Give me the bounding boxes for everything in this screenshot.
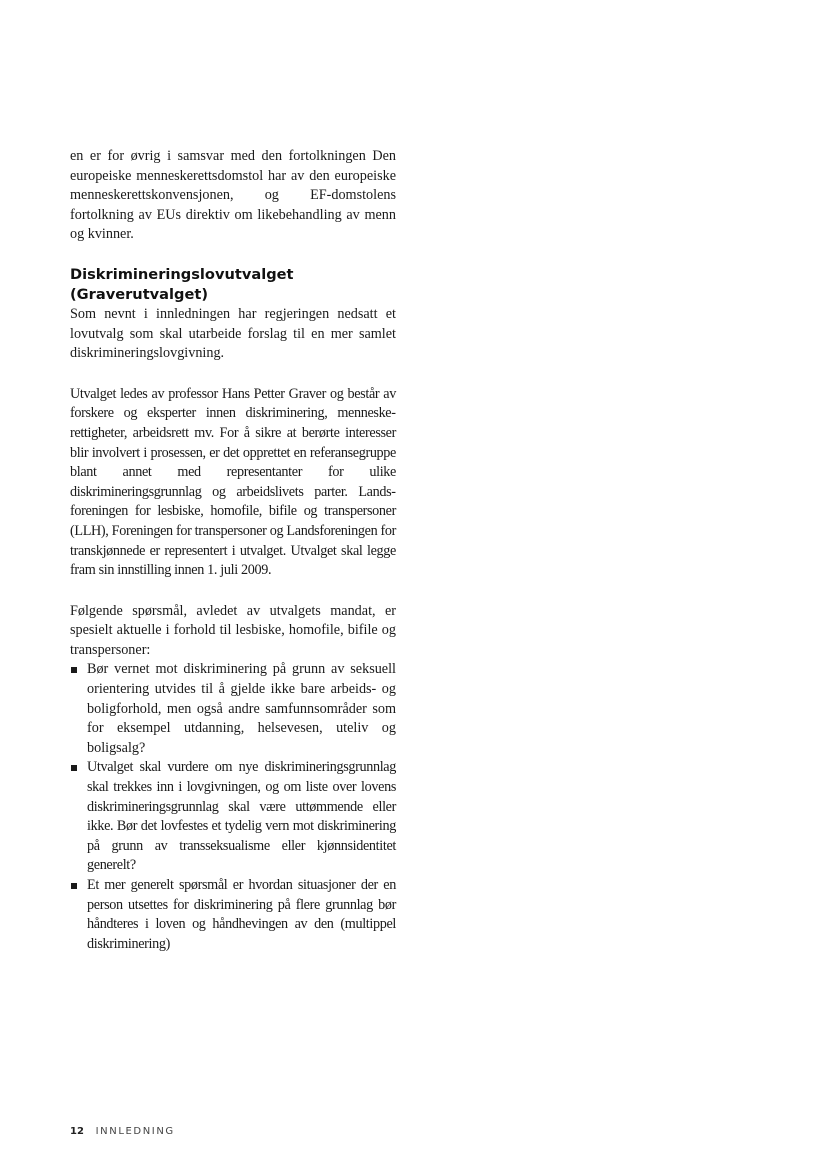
intro-paragraph: en er for øvrig i samsvar med den fortolkningen Den europeiske menneskerettsdomstol har av den europeiske menneskerettskonvensjonen, og EF-domstolens fortolkning av EUs direktiv om likebehandling av menn og kvinner. bbox=[70, 148, 396, 243]
square-bullet-icon bbox=[71, 667, 77, 673]
text-column bbox=[70, 147, 396, 954]
question-list bbox=[70, 660, 396, 954]
square-bullet-icon bbox=[71, 883, 77, 889]
paragraph-committee-intro: Som nevnt i innledningen har regjeringen nedsatt et lovutvalg som skal utarbeide forslag til en mer samlet diskrimineringslovgivning. bbox=[70, 305, 396, 362]
list-item-text: Bør vernet mot diskriminering på grunn av seksuell orientering utvides til å gjelde ikke bare arbeids- og boligforhold, men også andre samfunnsområder som for eksempel utdanning, helsevesen, uteliv og boligsalg? bbox=[87, 661, 396, 756]
section-heading: Diskrimineringslovutvalget (Graverutvalget) bbox=[70, 265, 294, 303]
paragraph-questions-intro: Følgende spørsmål, avledet av utvalgets mandat, er spesielt aktuelle i forhold til lesbiske, homofile, bifile og transpersoner: bbox=[70, 602, 396, 658]
square-bullet-icon bbox=[71, 765, 77, 771]
paragraph-committee-members: Utvalget ledes av professor Hans Petter Graver og består av forskere og eksperter innen diskriminering, menneskerettigheter, arbeidsrett mv. For å sikre at berørte interesser blir involvert i prosessen, er det opprettet en referansegruppe blant annet med representanter for ulike diskrimineringsgrunnlag og arbeidslivets parter. Landsforeningen for lesbiske, homofile, bifile og transpersoner (LLH), Foreningen for transpersoner og Landsforeningen for transkjønnede er representert i utvalget. Utvalget skal legge fram sin innstilling innen 1. juli 2009. bbox=[70, 385, 396, 579]
list-item bbox=[70, 758, 396, 876]
section-name: INNLEDNING bbox=[95, 1126, 175, 1137]
list-item-text: Utvalget skal vurdere om nye diskrimineringsgrunnlag skal trekkes inn i lovgivningen, og om liste over lovens diskrimineringsgrunnlag skal være uttømmende eller ikke. Bør det lovfestes et tydelig vern mot diskriminering på grunn av transseksualisme eller kjønnsidentitet generelt? bbox=[87, 759, 396, 874]
list-item-text: Et mer generelt spørsmål er hvordan situasjoner der en person utsettes for diskriminering på flere grunnlag bør håndteres i loven og håndhevingen av den (multippel diskriminering) bbox=[87, 877, 396, 952]
page-footer bbox=[70, 1126, 175, 1137]
list-item bbox=[70, 876, 396, 954]
list-item bbox=[70, 660, 396, 758]
page-number: 12 bbox=[70, 1126, 84, 1137]
